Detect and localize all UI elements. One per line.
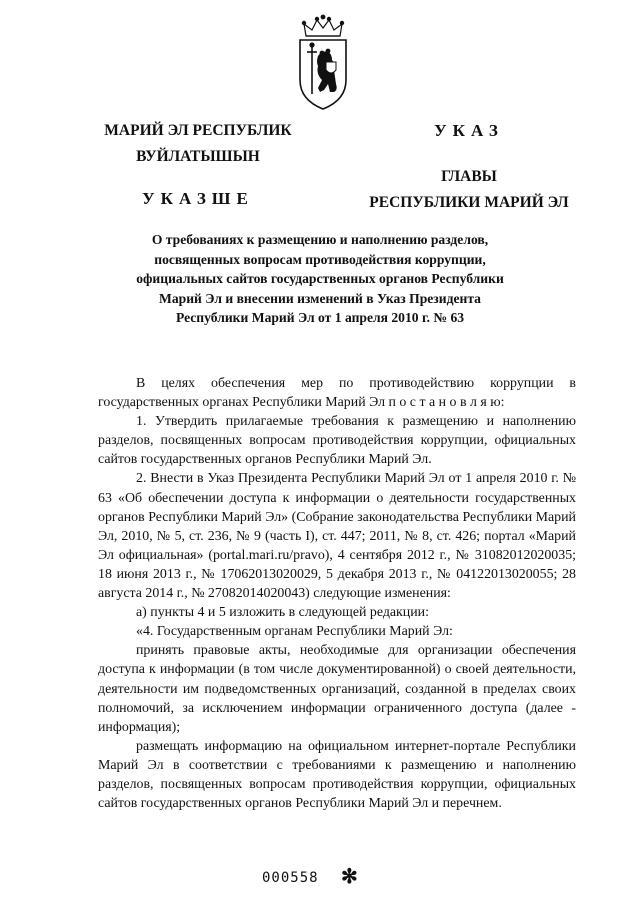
document-body xyxy=(98,374,576,813)
header-right-line3: РЕСПУБЛИКИ МАРИЙ ЭЛ xyxy=(369,194,569,211)
paragraph-item-1: 1. Утвердить прилагаемые требования к размещению и наполнению разделов, посвященных вопросам противодействия коррупции, официальных сайтов государственных органов Республики Марий Эл. xyxy=(98,414,576,468)
coat-of-arms-emblem xyxy=(292,14,354,112)
paragraph-clause-4-adopt: принять правовые акты, необходимые для организации обеспечения доступа к информации (в том числе документированной) о своей деятельности, деятельности им подведомственных организаций, созданной в пределах своих полномочий, за исключением информации ограниченного доступа (далее - информация); xyxy=(98,643,576,735)
header-left-line2: ВУЙЛАТЫШЫН xyxy=(136,148,260,165)
title-line: О требованиях к размещению и наполнению разделов, xyxy=(151,232,489,247)
paragraph-preamble: В целях обеспечения мер по противодействию коррупции в государственных органах Республики Марий Эл п о с т а н о в л я ю: xyxy=(98,376,576,411)
title-line: посвященных вопросам противодействия коррупции, xyxy=(154,251,486,267)
title-line: официальных сайтов государственных органов Республики xyxy=(136,271,504,286)
paragraph-clause-4: «4. Государственным органам Республики Марий Эл: xyxy=(136,624,453,640)
title-line: Марий Эл и внесении изменений в Указ Президента xyxy=(159,290,481,306)
header-left-line3: УКАЗШЕ xyxy=(142,189,254,208)
paragraph-subitem-a: а) пункты 4 и 5 изложить в следующей редакции: xyxy=(136,605,429,621)
paragraph-clause-4-publish: размещать информацию на официальном интернет-портале Республики Марий Эл в соответствии с требованиями к размещению и наполнению разделов, посвященных вопросам противодействия коррупции, официальных сайтов государственных органов Республики Марий Эл и перечнем. xyxy=(98,738,576,812)
header-left-block xyxy=(98,118,298,212)
paragraph-item-2: 2. Внести в Указ Президента Республики Марий Эл от 1 апреля 2010 г. № 63 «Об обеспечении доступа к информации о деятельности государственных органов Республики Марий Эл» (Собрание законодательства Республики Марий Эл, 2010, № 5, ст. 236, № 9 (часть I), ст. 447; 2011, № 8, ст. 426; портал «Марий Эл официальная» (portal.mari.ru/pravo), 4 сентября 2012 г., № 31082012020035; 18 июня 2013 г., № 17062013020029, 5 декабря 2013 г., № 04122013020055; 28 августа 2014 г., № 27082014020043) следующие изменения: xyxy=(98,471,576,602)
header-right-block xyxy=(358,118,580,216)
header-right-line2: ГЛАВЫ xyxy=(441,168,497,185)
title-line: Республики Марий Эл от 1 апреля 2010 г. № 63 xyxy=(175,310,465,325)
crown-icon xyxy=(302,15,343,36)
header-right-line1: УКАЗ xyxy=(434,121,504,140)
asterisk-mark-icon: ✻ xyxy=(341,866,358,888)
document-title xyxy=(110,230,530,328)
document-serial-number: 000558 xyxy=(262,870,319,886)
sword-icon xyxy=(307,43,317,94)
header-left-line1: МАРИЙ ЭЛ РЕСПУБЛИК xyxy=(104,122,292,139)
